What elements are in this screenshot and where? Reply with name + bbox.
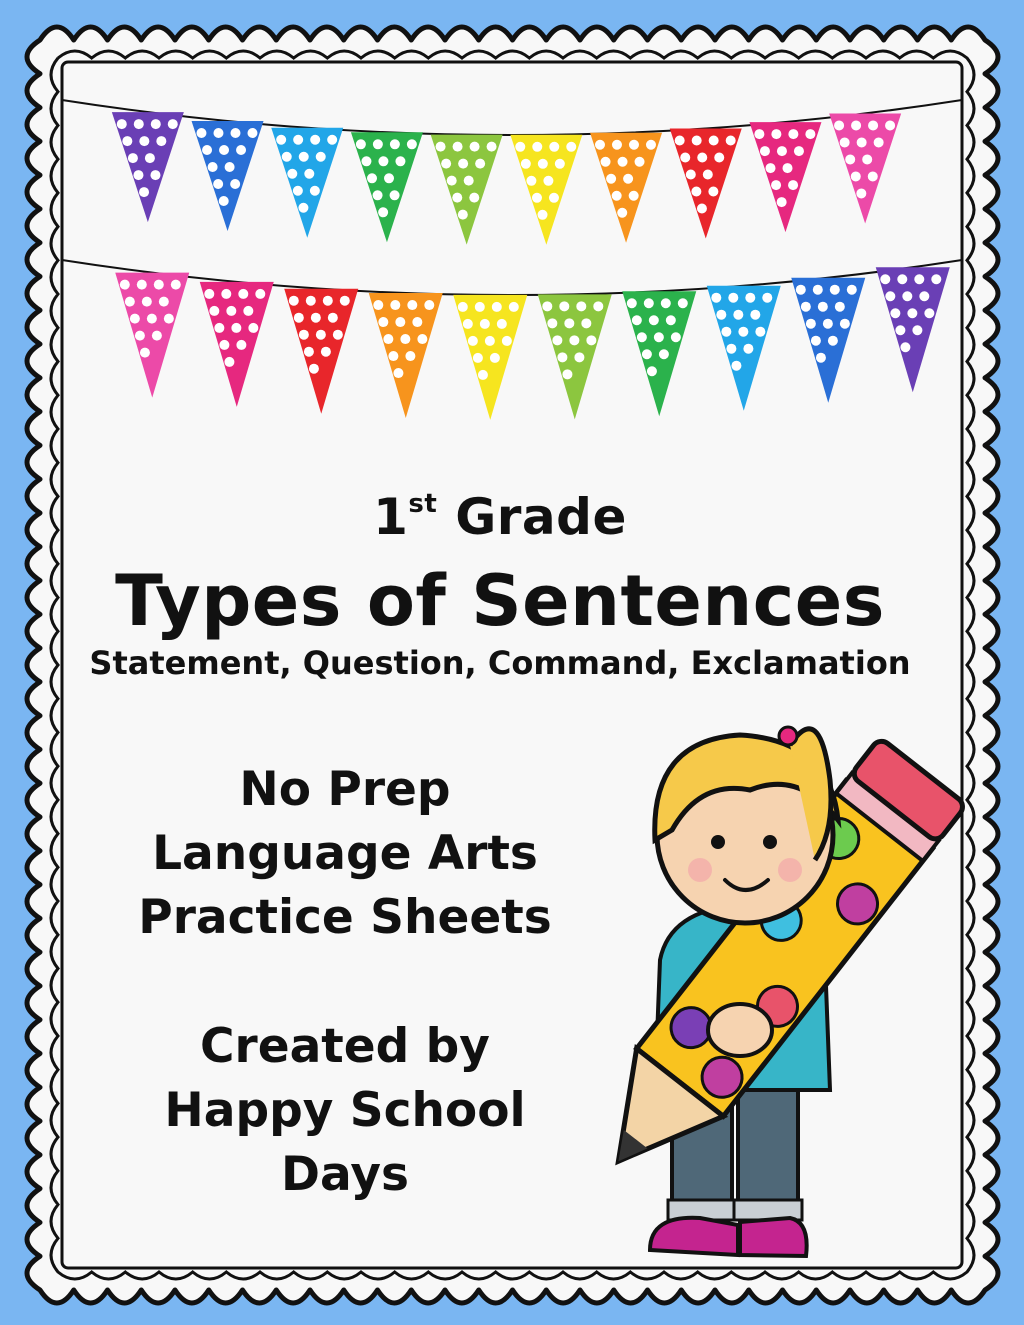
- prep-line: No Prep: [239, 762, 451, 817]
- eye-right: [763, 835, 777, 849]
- grade-suffix: st: [408, 489, 438, 519]
- page-title: Types of Sentences: [115, 560, 885, 642]
- prep-line: Practice Sheets: [138, 890, 552, 945]
- grade-word: Grade: [455, 488, 627, 546]
- cheek-right: [778, 858, 802, 882]
- hair-tie: [779, 727, 797, 745]
- product-description: [100, 758, 590, 950]
- grade-heading: [60, 488, 940, 546]
- eye-left: [711, 835, 725, 849]
- prep-line: Language Arts: [152, 826, 538, 881]
- shoe-left: [650, 1218, 738, 1255]
- author-credit: [100, 1015, 590, 1207]
- credit-line: Created by: [200, 1019, 490, 1074]
- credit-line: Days: [281, 1147, 409, 1202]
- shoe-right: [740, 1218, 807, 1256]
- credit-line: Happy School: [164, 1083, 526, 1138]
- sentence-types-subtitle: Statement, Question, Command, Exclamation: [89, 644, 911, 682]
- hands: [708, 1004, 772, 1056]
- cheek-left: [688, 858, 712, 882]
- grade-number: 1: [373, 488, 409, 546]
